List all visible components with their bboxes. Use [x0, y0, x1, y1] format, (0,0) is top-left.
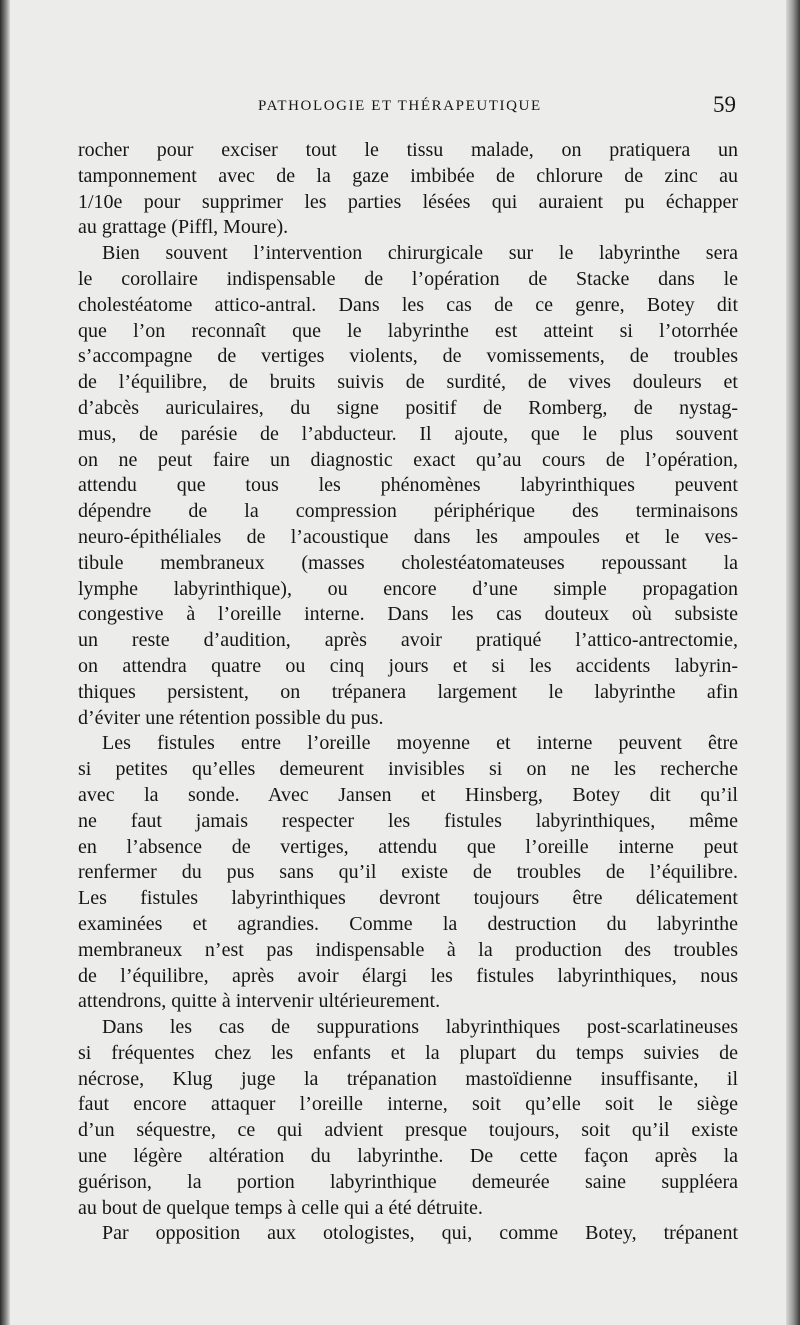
- text-line: de l’équilibre, de bruits suivis de surdité, de vives douleurs et: [78, 371, 738, 394]
- text-line: tibule membraneux (masses cholestéatomateuses repoussant la: [78, 551, 738, 574]
- page-number: 59: [713, 92, 736, 117]
- text-line: congestive à l’oreille interne. Dans les cas douteux où subsiste: [78, 603, 738, 626]
- running-title: PATHOLOGIE ET THÉRAPEUTIQUE: [258, 98, 542, 114]
- text-line: thiques persistent, on trépanera largement le labyrinthe afin: [78, 680, 738, 703]
- text-line: 1/10e pour supprimer les parties lésées qui auraient pu échapper: [78, 190, 738, 213]
- text-line: Dans les cas de suppurations labyrinthiques post-scarlatineuses: [102, 1016, 738, 1039]
- text-line: Par opposition aux otologistes, qui, comme Botey, trépanent: [102, 1222, 738, 1245]
- text-line: le corollaire indispensable de l’opération de Stacke dans le: [78, 267, 738, 290]
- text-line: un reste d’audition, après avoir pratiqué l’attico-antrectomie,: [78, 629, 738, 652]
- text-line: on attendra quatre ou cinq jours et si les accidents labyrin-: [78, 654, 738, 677]
- text-line: examinées et agrandies. Comme la destruction du labyrinthe: [78, 912, 738, 935]
- text-line: dépendre de la compression périphérique des terminaisons: [78, 500, 738, 523]
- text-line: si petites qu’elles demeurent invisibles si on ne les recherche: [78, 758, 738, 781]
- text-line: tamponnement avec de la gaze imbibée de chlorure de zinc au: [78, 164, 738, 187]
- text-line: on ne peut faire un diagnostic exact qu’au cours de l’opération,: [78, 448, 738, 471]
- text-line: cholestéatome attico-antral. Dans les cas de ce genre, Botey dit: [78, 293, 738, 316]
- text-line: membraneux n’est pas indispensable à la production des troubles: [78, 938, 738, 961]
- page-header: [78, 92, 738, 122]
- text-line: d’abcès auriculaires, du signe positif de Romberg, de nystag-: [78, 396, 738, 419]
- text-line: faut encore attaquer l’oreille interne, soit qu’elle soit le siège: [78, 1093, 738, 1116]
- text-line: attendrons, quitte à intervenir ultérieurement.: [78, 990, 441, 1013]
- text-line: Les fistules labyrinthiques devront toujours être délicatement: [78, 887, 738, 910]
- text-line: Bien souvent l’intervention chirurgicale sur le labyrinthe sera: [102, 242, 738, 265]
- text-line: Les fistules entre l’oreille moyenne et interne peuvent être: [102, 732, 738, 755]
- text-line: avec la sonde. Avec Jansen et Hinsberg, Botey dit qu’il: [78, 783, 738, 806]
- text-line: d’éviter une rétention possible du pus.: [78, 706, 384, 729]
- text-line: au grattage (Piffl, Moure).: [78, 216, 289, 239]
- text-line: ne faut jamais respecter les fistules labyrinthiques, même: [78, 809, 738, 832]
- body-text: [78, 138, 738, 1247]
- text-line: mus, de parésie de l’abducteur. Il ajoute, que le plus souvent: [78, 422, 738, 445]
- text-line: neuro-épithéliales de l’acoustique dans les ampoules et le ves-: [78, 525, 738, 548]
- text-line: lymphe labyrinthique), ou encore d’une simple propagation: [78, 577, 738, 600]
- text-line: une légère altération du labyrinthe. De cette façon après la: [78, 1145, 738, 1168]
- text-line: que l’on reconnaît que le labyrinthe est atteint si l’otorrhée: [78, 319, 738, 342]
- text-line: s’accompagne de vertiges violents, de vomissements, de troubles: [78, 345, 738, 368]
- text-line: si fréquentes chez les enfants et la plupart du temps suivies de: [78, 1041, 738, 1064]
- text-line: nécrose, Klug juge la trépanation mastoïdienne insuffisante, il: [78, 1067, 738, 1090]
- text-line: en l’absence de vertiges, attendu que l’oreille interne peut: [78, 835, 738, 858]
- text-line: guérison, la portion labyrinthique demeurée saine suppléera: [78, 1170, 738, 1193]
- text-line: renfermer du pus sans qu’il existe de troubles de l’équilibre.: [78, 861, 738, 884]
- text-line: attendu que tous les phénomènes labyrinthiques peuvent: [78, 474, 738, 497]
- text-line: d’un séquestre, ce qui advient presque toujours, soit qu’il existe: [78, 1119, 738, 1142]
- text-line: de l’équilibre, après avoir élargi les fistules labyrinthiques, nous: [78, 964, 738, 987]
- text-line: au bout de quelque temps à celle qui a été détruite.: [78, 1196, 483, 1219]
- text-line: rocher pour exciser tout le tissu malade, on pratiquera un: [78, 139, 738, 161]
